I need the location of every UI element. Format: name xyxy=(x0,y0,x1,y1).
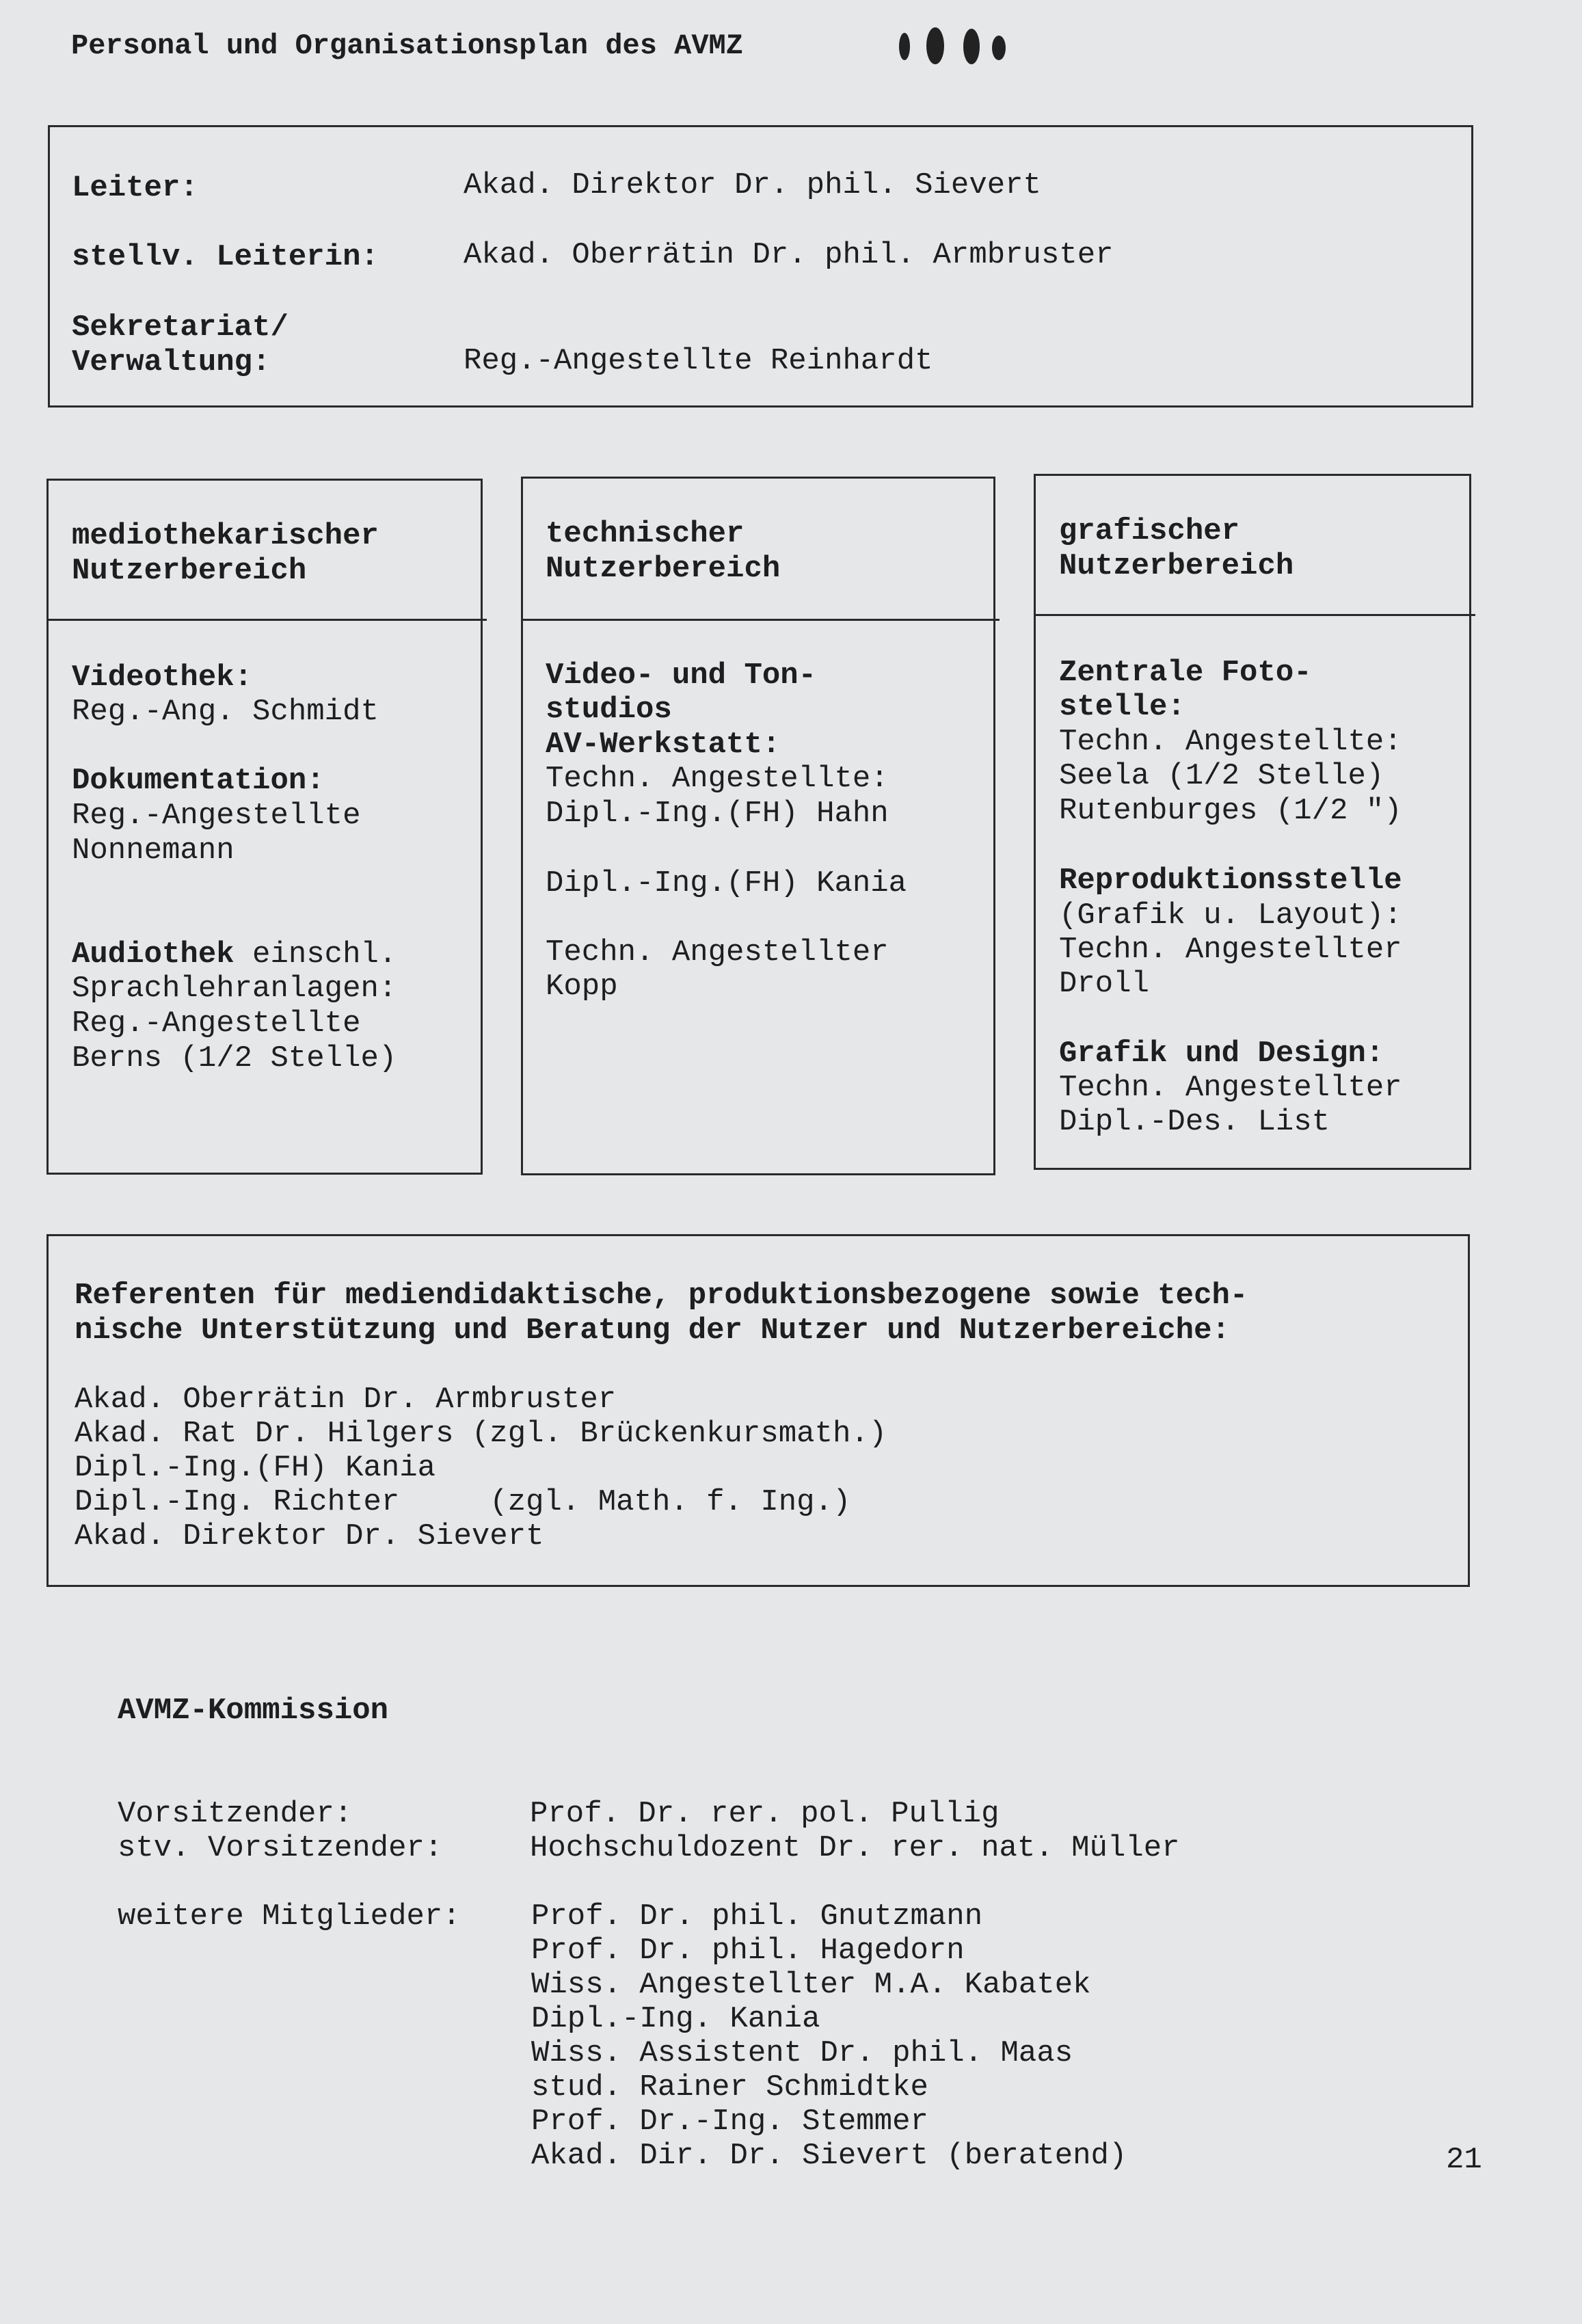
grafisch-column xyxy=(1034,474,1471,1170)
sekretariat-value: Reg.-Angestellte Reinhardt xyxy=(464,344,933,378)
audiothek-line-3: Reg.-Angestellte xyxy=(72,1006,361,1041)
foto-line-2: stelle: xyxy=(1059,690,1185,724)
sekretariat-label-2: Verwaltung: xyxy=(72,345,271,379)
referent-item: Akad. Oberrätin Dr. Armbruster xyxy=(75,1383,617,1417)
foto-line-3: Techn. Angestellte: xyxy=(1059,725,1402,759)
grafisch-header-2: Nutzerbereich xyxy=(1059,549,1294,583)
referent-item: Akad. Direktor Dr. Sievert xyxy=(75,1519,544,1553)
ink-marks xyxy=(892,23,1070,71)
referenten-heading-2: nische Unterstützung und Beratung der Nutzer und Nutzerbereiche: xyxy=(75,1313,1230,1348)
design-line-3: Dipl.-Des. List xyxy=(1059,1105,1330,1139)
technisch-header-1: technischer xyxy=(546,517,745,551)
vorsitz-value: Prof. Dr. rer. pol. Pullig xyxy=(530,1797,1000,1831)
stv-value: Hochschuldozent Dr. rer. nat. Müller xyxy=(530,1831,1180,1865)
technisch-staff-4: Techn. Angestellter xyxy=(546,935,889,970)
kommission-title: AVMZ-Kommission xyxy=(118,1694,389,1728)
kommission-member: Prof. Dr.-Ing. Stemmer xyxy=(531,2105,928,2139)
dokumentation-value-2: Nonnemann xyxy=(72,833,234,868)
dokumentation-value-1: Reg.-Angestellte xyxy=(72,799,361,833)
page-number: 21 xyxy=(1446,2143,1482,2177)
page-title: Personal und Organisationsplan des AVMZ xyxy=(71,29,743,62)
studios-line-1: Video- und Ton- xyxy=(546,658,817,693)
referenten-heading-1: Referenten für mediendidaktische, produktionsbezogene sowie tech- xyxy=(75,1279,1248,1313)
foto-line-4: Seela (1/2 Stelle) xyxy=(1059,759,1384,793)
technisch-staff-2: Dipl.-Ing.(FH) Hahn xyxy=(546,797,889,831)
kommission-member: Prof. Dr. phil. Gnutzmann xyxy=(531,1899,983,1934)
referent-item: Dipl.-Ing. Richter (zgl. Math. f. Ing.) xyxy=(75,1485,851,1519)
kommission-member: Wiss. Angestellter M.A. Kabatek xyxy=(531,1968,1091,2002)
kommission-member: Wiss. Assistent Dr. phil. Maas xyxy=(531,2036,1073,2070)
videothek-label: Videothek: xyxy=(72,660,253,695)
leitung-box xyxy=(48,125,1473,408)
stv-label: stv. Vorsitzender: xyxy=(118,1831,443,1865)
grafisch-header-divider xyxy=(1034,614,1475,616)
mediothek-header-1: mediothekarischer xyxy=(72,519,379,553)
leiter-label: Leiter: xyxy=(72,171,198,205)
sekretariat-label-1: Sekretariat/ xyxy=(72,310,289,345)
kommission-member: Prof. Dr. phil. Hagedorn xyxy=(531,1934,965,1968)
mediothek-column xyxy=(46,479,483,1175)
audiothek-label: Audiothek xyxy=(72,937,234,972)
stellv-value: Akad. Oberrätin Dr. phil. Armbruster xyxy=(464,238,1114,272)
technisch-column xyxy=(521,477,995,1175)
kommission-member: Akad. Dir. Dr. Sievert (beratend) xyxy=(531,2139,1127,2173)
videothek-value: Reg.-Ang. Schmidt xyxy=(72,695,379,729)
audiothek-label-rest: einschl. xyxy=(234,937,397,972)
mediothek-header-divider xyxy=(46,619,487,621)
audiothek-line-4: Berns (1/2 Stelle) xyxy=(72,1041,397,1076)
repro-line-2: (Grafik u. Layout): xyxy=(1059,898,1402,933)
referent-item: Akad. Rat Dr. Hilgers (zgl. Brückenkursmath.) xyxy=(75,1417,887,1451)
kommission-member: Dipl.-Ing. Kania xyxy=(531,2002,820,2036)
mediothek-header-2: Nutzerbereich xyxy=(72,554,307,588)
vorsitz-label: Vorsitzender: xyxy=(118,1797,353,1831)
foto-line-1: Zentrale Foto- xyxy=(1059,656,1312,690)
audiothek-line-2: Sprachlehranlagen: xyxy=(72,972,397,1006)
design-line-1: Grafik und Design: xyxy=(1059,1037,1384,1071)
technisch-staff-5: Kopp xyxy=(546,970,618,1004)
studios-line-2: studios xyxy=(546,693,672,727)
leiter-value: Akad. Direktor Dr. phil. Sievert xyxy=(464,168,1041,202)
technisch-staff-3: Dipl.-Ing.(FH) Kania xyxy=(546,866,907,900)
werkstatt-label: AV-Werkstatt: xyxy=(546,727,781,762)
technisch-header-2: Nutzerbereich xyxy=(546,552,781,586)
kommission-member: stud. Rainer Schmidtke xyxy=(531,2070,928,2105)
repro-line-1: Reproduktionsstelle xyxy=(1059,864,1402,898)
design-line-2: Techn. Angestellter xyxy=(1059,1071,1402,1105)
foto-line-5: Rutenburges (1/2 ") xyxy=(1059,794,1402,828)
technisch-header-divider xyxy=(521,619,1000,621)
repro-line-3: Techn. Angestellter xyxy=(1059,933,1402,967)
grafisch-header-1: grafischer xyxy=(1059,514,1240,548)
repro-line-4: Droll xyxy=(1059,967,1150,1001)
stellv-label: stellv. Leiterin: xyxy=(72,240,379,274)
referenten-box xyxy=(46,1234,1470,1587)
technisch-staff-1: Techn. Angestellte: xyxy=(546,762,889,796)
weitere-label: weitere Mitglieder: xyxy=(118,1899,461,1934)
dokumentation-label: Dokumentation: xyxy=(72,764,325,798)
referent-item: Dipl.-Ing.(FH) Kania xyxy=(75,1451,436,1485)
audiothek-line-1 xyxy=(72,937,397,972)
